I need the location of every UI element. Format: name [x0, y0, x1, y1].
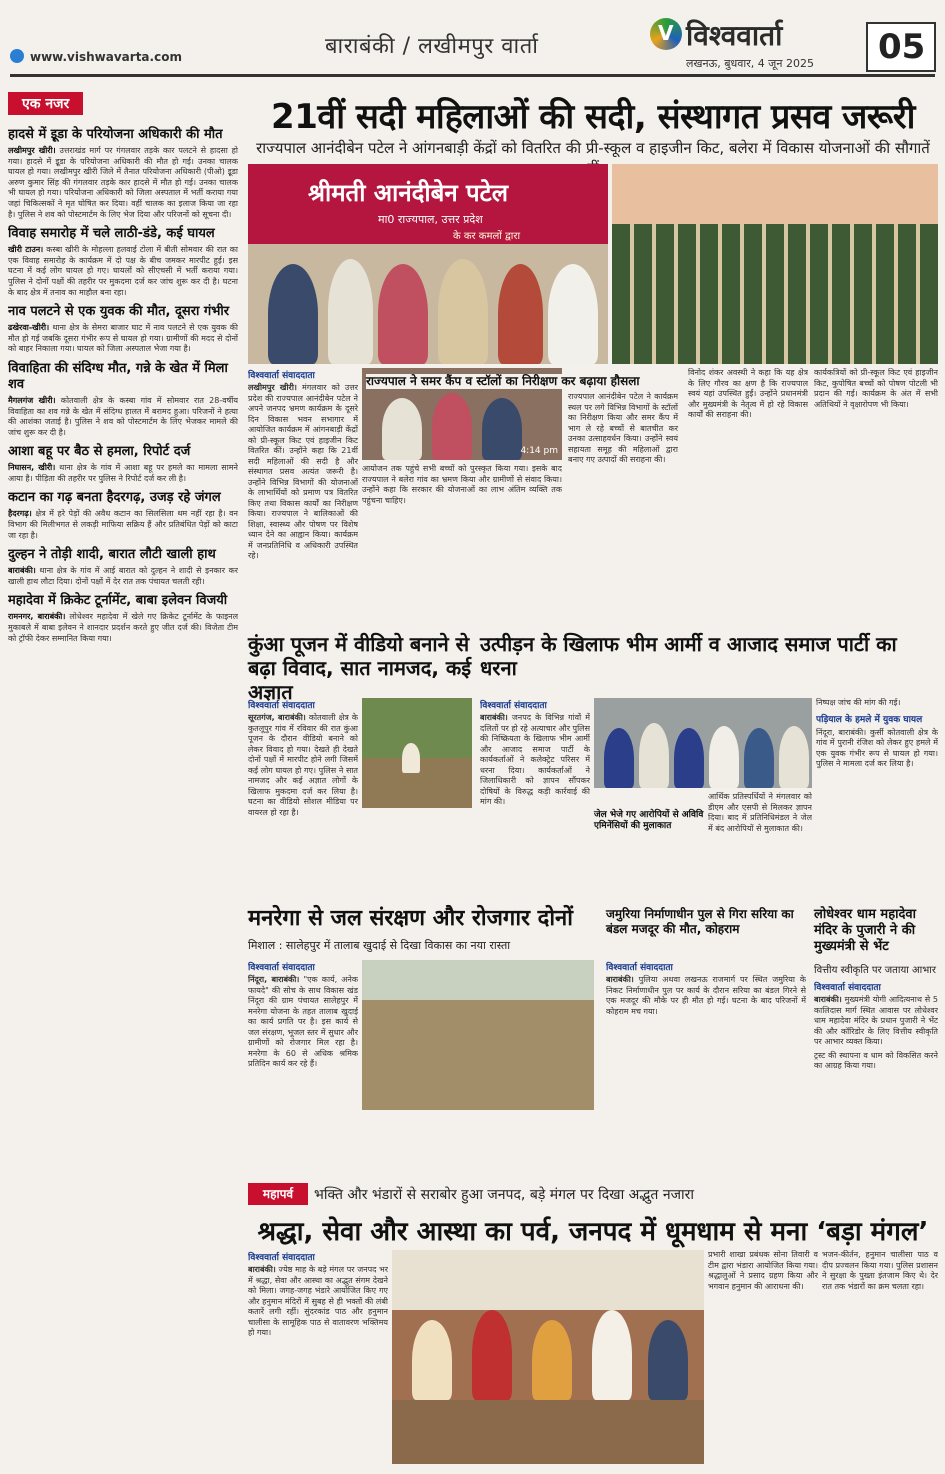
dharna-place: बाराबंकी।: [480, 713, 508, 722]
lead-column-4: [688, 368, 808, 626]
mahaparv-tag: महापर्व: [248, 1183, 308, 1205]
brief-text: कोतवाली क्षेत्र के कस्बा गांव में सोमवार रात 28-वर्षीय विवाहिता का शव गन्ने के खेत में संदिग्ध हालत में बरामद हुआ। परिजनों ने हत्या की आशंका जताई है। पुलिस ने शव को पोस्टमार्टम के लिए भेजकर मामले की जांच शुरू कर दी है।: [8, 395, 238, 437]
mahaparv-text: ज्येष्ठ माह के बड़े मंगल पर जनपद भर में श्रद्धा, सेवा और आस्था का अद्भुत संगम देखने को मिला। जगह-जगह भंडारे आयोजित किए गए और हनुमान मंदिरों में सुबह से ही भक्तों की लंबी कतारें लगी रहीं। सुंदरकांड पाठ और हनुमान चालीसा के सामूहिक पाठ से वातावरण भक्तिमय हो गया।: [248, 1265, 388, 1337]
globe-icon: [10, 49, 24, 63]
brief-headline: विवाहिता की संदिग्ध मौत, गन्ने के खेत में मिला शव: [8, 360, 228, 392]
website-link[interactable]: www.vishwavarta.com: [30, 50, 182, 64]
lead-text: मंगलवार को उत्तर प्रदेश की राज्यपाल आनंदीबेन पटेल ने अपने जनपद भ्रमण कार्यक्रम के दूसरे दिन विकास भवन सभागार में आयोजित कार्यक्रम में आंगनबाड़ी केंद्रों को प्री-स्कूल किट एवं हाइजीन किट वितरित कीं। उन्होंने कहा कि 21वीं सदी महिलाओं की सदी है और संस्थागत प्रसव अत्यंत जरूरी है। उन्होंने विभिन्न विभागों की योजनाओं के लाभार्थियों को प्रमाण पत्र वितरित किए तथा विकास कार्यों का निरीक्षण किया। राज्यपाल ने बालिकाओं की शिक्षा, स्वास्थ्य और पोषण पर विशेष ध्यान देने का आह्वान किया। कार्यक्रम में जनप्रतिनिधि व अधिकारी उपस्थित रहे।: [248, 383, 358, 560]
dharna-col2: [708, 792, 812, 898]
lead-headline: 21वीं सदी महिलाओं की सदी, संस्थागत प्रसव जरूरी: [271, 97, 915, 137]
dharna-photo: [594, 698, 812, 788]
mahaparv-sub: भक्ति और भंडारों से सराबोर हुआ जनपद, बड़े मंगल पर दिखा अद्भुत नजारा: [314, 1187, 694, 1203]
brief-headline: कटान का गढ़ बनता हैदरगढ़, उजड़ रहे जंगल: [8, 490, 221, 506]
mahaparv-text-col: [248, 1250, 388, 1464]
manrega-text-col: [248, 960, 358, 1170]
brief-place: हैदरगढ़।: [8, 509, 32, 519]
mahaparv-byline: विश्ववार्ता संवाददाता: [248, 1253, 315, 1263]
mahaparv-col2-text: प्रभारी शाखा प्रबंधक सोना तिवारी व टीम द्वारा भंडारा आयोजित किया गया। श्रद्धालुओं ने प्रसाद ग्रहण किया और भगवान हनुमान की आराधना की।: [708, 1250, 818, 1291]
bridge-text-col: [606, 960, 806, 1170]
page-number-box: [866, 22, 936, 72]
manrega-place: निंदूरा, बाराबंकी।: [248, 975, 300, 984]
mahaparv-col2: [708, 1250, 818, 1464]
lead-col5-text: कार्यकत्रियों को प्री-स्कूल किट एवं हाइजीन किट, कुपोषित बच्चों को पोषण पोटली भी प्रदान की गई। कार्यक्रम के अंत में सभी अतिथियों ने वृक्षारोपण भी किया।: [814, 368, 938, 409]
mahaparv-headline: श्रद्धा, सेवा और आस्था का पर्व, जनपद में धूमधाम से मना ‘बड़ा मंगल’: [257, 1217, 929, 1247]
brand-logo-icon: V: [650, 18, 682, 50]
lodheshwar-text: मुख्यमंत्री योगी आदित्यनाथ से 5 कालिदास मार्ग स्थित आवास पर लोधेश्वर धाम महादेवा मंदिर के प्रधान पुजारी ने भेंट की और कॉरिडोर के लिए वित्तीय स्वीकृति पर आभार व्यक्त किया।: [814, 995, 938, 1046]
manrega-byline: विश्ववार्ता संवाददाता: [248, 963, 315, 973]
lead-photo-cadets: [612, 164, 938, 364]
lead-col4-text: विनोद शंकर अवस्थी ने कहा कि यह क्षेत्र के लिए गौरव का क्षण है कि राज्यपाल स्वयं यहां उपस्थित हुईं। उन्होंने प्रधानमंत्री और मुख्यमंत्री के नेतृत्व में हो रहे विकास कार्यों की सराहना की।: [688, 368, 808, 419]
brief-body: [8, 323, 238, 355]
brief-headline: दुल्हन ने तोड़ी शादी, बारात लौटी खाली हाथ: [8, 547, 216, 563]
brief-headline: हादसे में इूडा के परियोजना अधिकारी की मौत: [8, 127, 223, 142]
well-text: कोतवाली क्षेत्र के कुतलूपुर गांव में रविवार की रात कुंआ पूजन के दौरान वीडियो बनाने को लेकर विवाद हो गया। देखते ही देखते दोनों पक्षों में मारपीट होने लगी जिसमें कई लोग घायल हो गए। पुलिस ने सात नामजद और कई अज्ञात लोगों के खिलाफ मुकदमा दर्ज कर लिया है। घटना का वीडियो सोशल मीडिया पर वायरल हो रहा है।: [248, 713, 358, 817]
brand-name: विश्ववार्ता: [686, 19, 783, 52]
lodheshwar-subhead: वित्तीय स्वीकृति पर जताया आभार: [814, 965, 936, 976]
photo-timestamp: 4:14 pm: [520, 446, 558, 456]
bridge-headline: जमुरिया निर्माणाधीन पुल से गिरा सरिया का बंडल मजदूर की मौत, कोहराम: [606, 907, 794, 936]
manrega-headline: मनरेगा से जल संरक्षण और रोजगार दोनों: [248, 906, 573, 931]
lodheshwar-text-col: [814, 980, 938, 1170]
brief-place: मैगलगंज खीरी।: [8, 395, 56, 405]
lodheshwar-headline: लोधेश्वर धाम महादेवा मंदिर के पुजारी ने की मुख्यमंत्री से भेंट: [814, 907, 916, 954]
manrega-photo: [362, 960, 594, 1110]
brief-body: [8, 396, 238, 438]
brief-headline: विवाह समारोह में चले लाठी-डंडे, कई घायल: [8, 226, 215, 242]
lead-subhead: राज्यपाल आनंदीबेन पटेल ने आंगनबाड़ी केंद्रों को वितरित की प्री-स्कूल व हाइजीन किट, बलेरा में विकास योजनाओं की सौगातें: [256, 139, 930, 157]
bridge-place: बाराबंकी।: [606, 975, 634, 984]
brief-text: थाना क्षेत्र के गांव में आई बारात को दुल्हन ने शादी से इनकार कर खाली हाथ लौटा दिया। दोनों पक्षों में देर रात तक पंचायत चलती रही।: [8, 566, 238, 586]
brief-headline: आशा बहू पर बैठ से हमला, रिपोर्ट दर्ज: [8, 444, 191, 460]
inset-text: राज्यपाल आनंदीबेन पटेल ने कार्यक्रम स्थल पर लगे विभिन्न विभागों के स्टॉलों का निरीक्षण किया और समर कैंप में भाग ले रहे बच्चों से बातचीत कर उनका उत्साहवर्धन किया। उन्होंने स्वयं सहायता समूह की महिलाओं द्वारा बनाए गए उत्पादों की सराहना की।: [568, 392, 678, 464]
banner-sub: के कर कमलों द्वारा: [453, 231, 521, 242]
brief-place: निघासन, खीरी।: [8, 463, 56, 473]
brief-place: बाराबंकी।: [8, 566, 36, 576]
mahaparv-col3-text: भजन-कीर्तन, हनुमान चालीसा पाठ व दीप प्रज्वलन किया गया। पुलिस प्रशासन ने सुरक्षा के पुख्ता इंतजाम किए थे। देर रात तक भंडारों का क्रम चलता रहा।: [822, 1250, 938, 1291]
well-byline: विश्ववार्ता संवाददाता: [248, 701, 315, 711]
brief-body: [8, 146, 238, 220]
lodheshwar-byline: विश्ववार्ता संवाददाता: [814, 983, 881, 993]
dharna-text: जनपद के विभिन्न गांवों में दलितों पर हो रहे अत्याचार और पुलिस की निष्क्रियता के खिलाफ भीम आर्मी और आजाद समाज पार्टी के कार्यकर्ताओं ने कलेक्ट्रेट परिसर में धरना दिया। कार्यकर्ताओं ने जिलाधिकारी को ज्ञापन सौंपकर दोषियों के विरुद्ध कड़ी कार्रवाई की मांग की।: [480, 713, 590, 806]
brief-place: खीरी टाउन।: [8, 245, 44, 255]
lead-column-5: [814, 368, 938, 626]
brief-place: लखीमपुर खीरी।: [8, 146, 56, 155]
lead-column-3: [362, 464, 562, 626]
dharna-headline: उत्पीड़न के खिलाफ भीम आर्मी व आजाद समाज पार्टी का धरना: [480, 632, 897, 680]
mahaparv-place: बाराबंकी।: [248, 1265, 276, 1274]
well-photo: [362, 698, 472, 808]
manrega-text: "एक कार्य, अनेक फायदे" की सोच के साथ विकास खंड निंदूरा की ग्राम पंचायत सालेहपुर में मनरेगा योजना के तहत तालाब खुदाई का कार्य प्रगति पर है। इस कार्य से जल संरक्षण, भूजल स्तर में सुधार और ग्रामीणों को रोजगार मिल रहा है। मनरेगा के 60 से अधिक श्रमिक प्रतिदिन कार्य कर रहे हैं।: [248, 975, 358, 1068]
well-headline: कुंआ पूजन में वीडियो बनाने से बढ़ा विवाद, सात नामजद, कई अज्ञात: [248, 632, 472, 704]
banner-name: श्रीमती आनंदीबेन पटेल: [308, 179, 508, 207]
well-place: सूरतगंज, बाराबंकी।: [248, 713, 306, 722]
lead-col3-text: आयोजन तक पहुंचे सभी बच्चों को पुरस्कृत किया गया। इसके बाद राज्यपाल ने बलेरा गांव का भ्रमण किया और ग्रामीणों से संवाद किया। उन्होंने कहा कि सरकार की योजनाओं का लाभ अंतिम व्यक्ति तक पहुंचना चाहिए।: [362, 464, 562, 505]
mahaparv-strip: [248, 1183, 938, 1205]
banner-title: मा0 राज्यपाल, उत्तर प्रदेश: [378, 213, 483, 226]
briefs-tag: एक नजर: [8, 92, 83, 115]
masthead: [0, 0, 945, 78]
brief-headline: नाव पलटने से एक युवक की मौत, दूसरा गंभीर: [8, 304, 230, 320]
lead-byline: विश्ववार्ता संवाददाता: [248, 371, 315, 381]
brief-text: उत्तराखंड मार्ग पर गंगलवार तड़के कार पलटने से हादसा हो गया। हादसे में इूडा के परियोजना अधिकारी की मौत हो गई। उनका चालक घायल हो गया। लखीमपुर खीरी जिले में तैनात परियोजना अधिकारी (पीओ) इूडा अरुण कुमार सिंह की गंगलवार तड़के कार हादसे में मौत हो गई। उनका चालक भी घायल हो गया। परियोजना अधिकारी को जिला अस्पताल में भर्ती कराया गया जहां चिकित्सकों ने मृत घोषित कर दिया। वहीं चालक का इलाज किया जा रहा है। पुलिस ने शव को पोस्टमार्टम के लिए भेज दिया और परिजनों को सूचना दी।: [8, 146, 238, 219]
issue-date: लखनऊ, बुधवार, 4 जून 2025: [686, 57, 814, 70]
dharna-col3-text: निष्पक्ष जांच की मांग की गई।: [816, 698, 901, 707]
page-number: 05: [878, 27, 926, 67]
brief-place: रामनगर, बाराबंकी।: [8, 612, 66, 622]
brief-text: थाना क्षेत्र के गांव में आशा बहू पर हमले का मामला सामने आया है। पीड़िता की तहरीर पर पुलिस ने रिपोर्ट दर्ज कर ली है।: [8, 463, 238, 483]
mahaparv-photo: [392, 1250, 704, 1464]
lodheshwar-extra-text: ट्रस्ट की स्थापना व धाम को विकसित करने का आग्रह किया गया।: [814, 1050, 938, 1070]
brief-body: [8, 566, 238, 587]
well-text-col: [248, 698, 358, 898]
brief-body: [8, 612, 238, 644]
dharna-byline: विश्ववार्ता संवाददाता: [480, 701, 547, 711]
dharna-text-col: [480, 698, 590, 898]
brief-text: कस्बा खीरी के मोहल्ला हलवाई टोला में बीती सोमवार की रात का एक विवाह समारोह के कार्यक्रम में दो पक्ष के बीच जमकर मारपीट हुई। इस घटना में कई लोग घायल हो गए। घायलों को सीएचसी में भर्ती कराया गया। पुलिस ने दोनों पक्षों की तहरीर पर मुकदमा दर्ज कर जांच शुरू कर दी है। घटना के बाद क्षेत्र में तनाव का माहौल बना रहा।: [8, 245, 238, 297]
dharna-col3-text2: निंदूरा, बाराबंकी। कुर्सी कोतवाली क्षेत्र के गांव में पुरानी रंजिश को लेकर हुए हमले में एक युवक गंभीर रूप से घायल हो गया। पुलिस ने मामला दर्ज कर लिया है।: [816, 727, 938, 768]
lodheshwar-place: बाराबंकी।: [814, 995, 842, 1004]
inset-title: राज्यपाल ने समर कैंप व स्टॉलों का निरीक्षण कर बढ़ाया हौसला: [366, 374, 676, 389]
bridge-byline: विश्ववार्ता संवाददाता: [606, 963, 673, 973]
brief-body: [8, 245, 238, 298]
brief-place: ढखेरवा-खीरी।: [8, 323, 50, 333]
brief-text: थाना क्षेत्र के सेमरा बाजार घाट में नाव पलटने से एक युवक की मौत हो गई जबकि दूसरा गंभीर रूप से घायल हो गया। ग्रामीणों की मदद से दोनों को बाहर निकाला गया। घायल को जिला अस्पताल भेजा गया है।: [8, 323, 238, 354]
mahaparv-col3: [822, 1250, 938, 1464]
lead-photo-governor: [248, 164, 608, 364]
dharna-col3-head: पड़ियाल के हमले में युवक घायल: [816, 714, 923, 725]
manrega-subhead: मिशाल : सालेहपुर में तालाब खुदाई से दिखा विकास का नया रास्ता: [248, 939, 511, 952]
bridge-text: पुलिया अथवा लखनऊ राजमार्ग पर स्थित जमुरिया के निकट निर्माणाधीन पुल पर कार्य के दौरान सरिया का बंडल गिरने से एक मजदूर की मौके पर ही मौत हो गई। घटना के बाद परिजनों में कोहराम मच गया।: [606, 975, 806, 1016]
brief-headline: महादेवा में क्रिकेट टूर्नामेंट, बाबा इलेवन विजयी: [8, 593, 228, 609]
dharna-subhead: जेल भेजे गए आरोपियों से अविवि एमिनेंसियों की मुलाकात: [594, 810, 704, 831]
lead-place: लखीमपुर खीरी।: [248, 383, 297, 392]
left-briefs-column: [8, 92, 238, 1464]
brief-text: क्षेत्र में हरे पेड़ों की अवैध कटान का सिलसिला थम नहीं रहा है। वन विभाग की मिलीभगत से लकड़ी माफिया सक्रिय हैं और प्रतिबंधित पेड़ों को काटा जा रहा है।: [8, 509, 238, 540]
edition-title: बाराबंकी / लखीमपुर वार्ता: [325, 34, 539, 59]
brief-body: [8, 463, 238, 484]
dharna-col2-text: आर्थिक प्रतिस्पर्धियों ने मंगलवार को डीएम और एसपी से मिलकर ज्ञापन दिया। बाद में प्रतिनिधिमंडल ने जेल में बंद आरोपियों से मुलाकात की।: [708, 792, 812, 833]
brief-text: लोधेश्वर महादेवा में खेले गए क्रिकेट टूर्नामेंट के फाइनल मुकाबले में बाबा इलेवन ने शानदार प्रदर्शन करते हुए जीत दर्ज की। विजेता टीम को ट्रॉफी देकर सम्मानित किया गया।: [8, 612, 238, 643]
header-rule: [10, 74, 935, 77]
dharna-col3: [816, 698, 938, 898]
lead-column-1: [248, 368, 358, 626]
brief-body: [8, 509, 238, 541]
